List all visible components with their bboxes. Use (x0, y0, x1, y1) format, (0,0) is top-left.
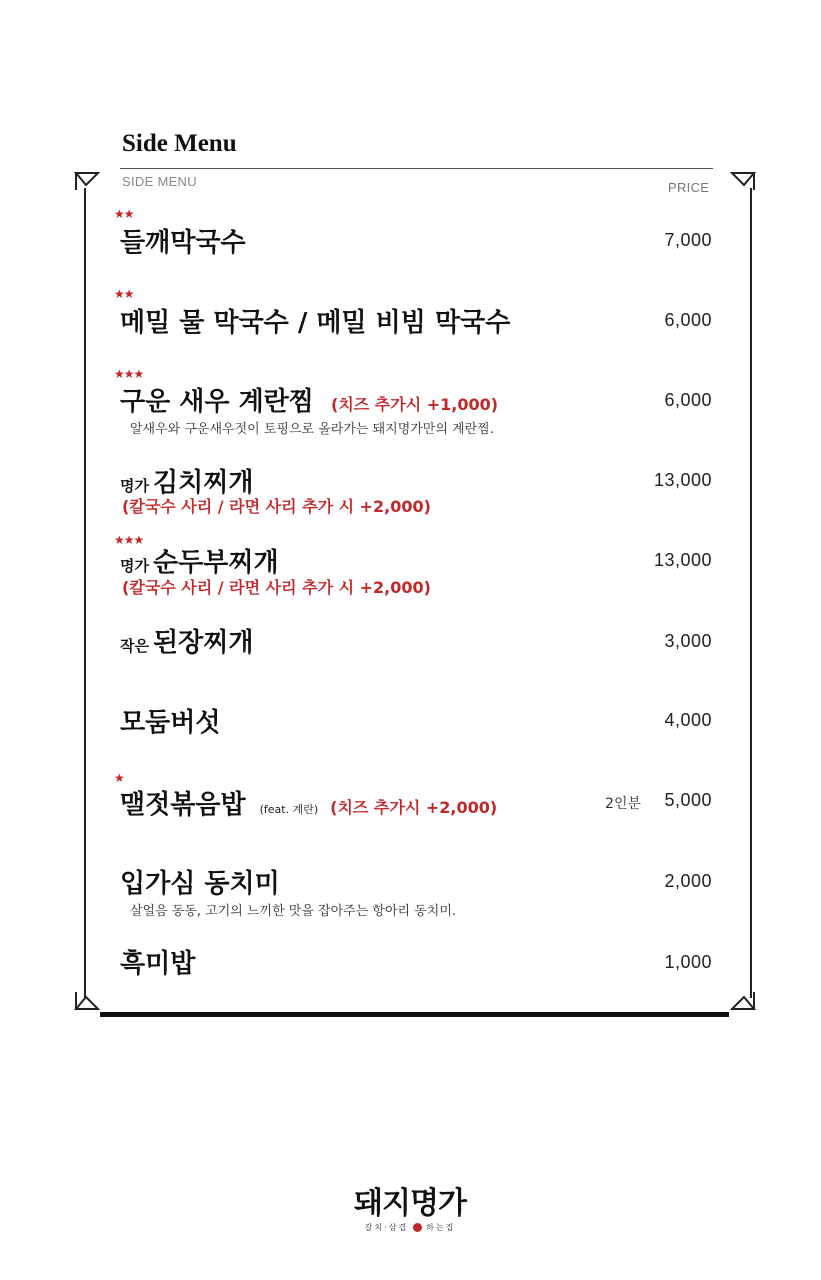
corner-ornament-bottom-right (730, 990, 756, 1012)
brand-dot-icon (413, 1223, 422, 1232)
menu-item-name: 모둠버섯 (120, 708, 221, 738)
page-title: Side Menu (122, 130, 237, 157)
star-rating-icon: ★★ (114, 207, 134, 221)
bottom-rule (100, 1012, 729, 1017)
menu-item-prefix: 명가 (120, 557, 149, 575)
menu-item-price: 5,000 (664, 790, 712, 810)
column-header-price: PRICE (668, 180, 710, 195)
menu-item-price: 2,000 (664, 871, 712, 891)
menu-item-price: 13,000 (653, 550, 712, 570)
menu-item-name: 메밀 물 막국수 / 메밀 비빔 막국수 (120, 308, 511, 338)
menu-item-addon-note: (치즈 추가시 +2,000) (330, 798, 498, 817)
menu-item-name: 입가심 동치미 (120, 869, 280, 899)
menu-item-name: 흑미밥 (120, 949, 196, 979)
menu-item-addon-note: (치즈 추가시 +1,000) (331, 395, 499, 414)
menu-item-name: 된장찌개 (152, 628, 254, 658)
menu-item-name: 맬젓볶음밥 (120, 790, 246, 820)
menu-item-description: 알새우와 구운새우젓이 토핑으로 올라가는 돼지명가만의 계란찜. (130, 422, 494, 437)
menu-item-feat: (feat. 계란) (259, 803, 319, 816)
menu-item-price: 4,000 (664, 710, 712, 730)
menu-item-price: 6,000 (664, 390, 712, 410)
menu-item-description: 살얼음 동동, 고기의 느끼한 맛을 잡아주는 항아리 동치미. (130, 904, 457, 919)
menu-item-name: 들깨막국수 (120, 228, 246, 258)
brand-logo (340, 1178, 480, 1233)
column-header-menu: SIDE MENU (122, 174, 197, 189)
brand-tagline: 갈치·삼겹 하는집 (364, 1223, 456, 1232)
star-rating-icon: ★ (114, 771, 124, 785)
menu-item-addon-note: (칼국수 사리 / 라면 사리 추가 시 +2,000) (122, 497, 431, 516)
menu-item-prefix: 명가 (120, 477, 149, 495)
menu-item-addon-note: (칼국수 사리 / 라면 사리 추가 시 +2,000) (122, 578, 431, 597)
menu-item-prefix: 작은 (120, 637, 149, 655)
star-rating-icon: ★★★ (114, 367, 144, 381)
menu-item-price: 1,000 (664, 952, 712, 972)
corner-ornament-top-left (74, 170, 100, 192)
star-rating-icon: ★★ (114, 287, 134, 301)
menu-item-portion: 2인분 (605, 796, 641, 812)
menu-item-price: 6,000 (664, 310, 712, 330)
brand-logo-name: 돼지명가 (354, 1186, 466, 1221)
menu-item-price: 7,000 (664, 230, 712, 250)
menu-item-name: 구운 새우 계란찜 (120, 387, 314, 417)
menu-item-name: 김치찌개 (152, 468, 254, 498)
corner-ornament-bottom-left (74, 990, 100, 1012)
menu-item-price: 13,000 (653, 470, 712, 490)
title-divider (120, 168, 713, 169)
menu-item-price: 3,000 (664, 631, 712, 651)
corner-ornament-top-right (730, 170, 756, 192)
star-rating-icon: ★★★ (114, 533, 144, 547)
menu-item-name: 순두부찌개 (152, 548, 279, 578)
